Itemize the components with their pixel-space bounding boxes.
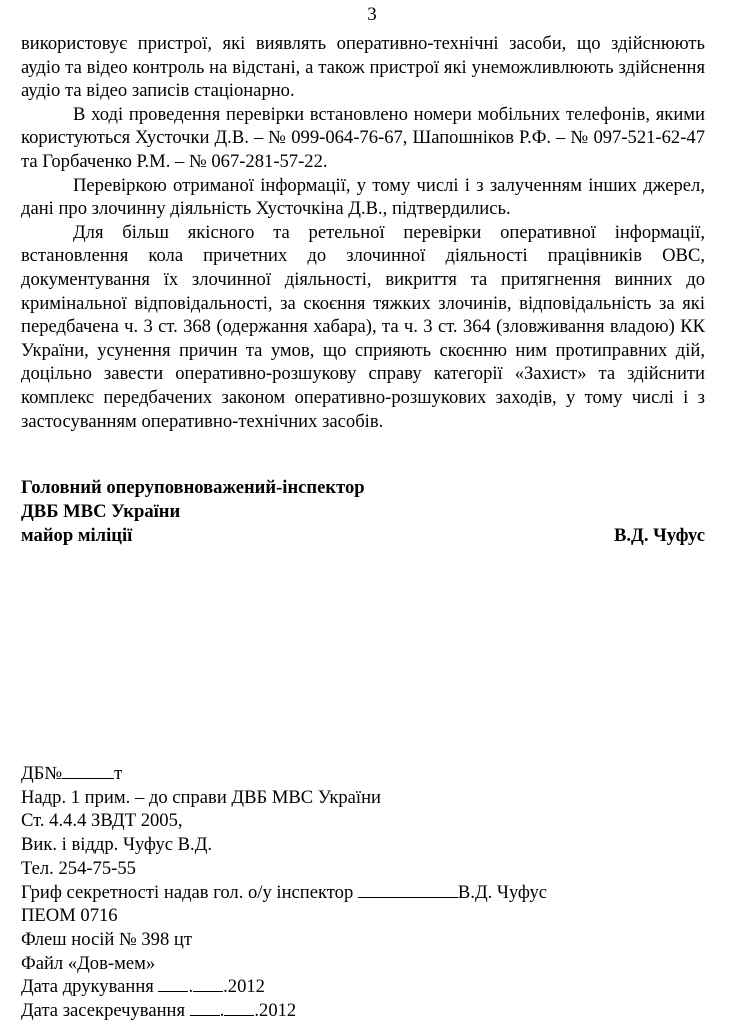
signature-position-line1: Головний оперуповноважений-інспектор bbox=[21, 477, 365, 498]
signature-rank-row bbox=[21, 524, 705, 548]
secrecy-name: В.Д. Чуфус bbox=[457, 881, 547, 903]
db-number-blank bbox=[62, 764, 114, 779]
signature-block bbox=[21, 476, 705, 548]
secrecy-line bbox=[21, 881, 721, 905]
secrecy-signature-blank bbox=[358, 883, 458, 898]
print-date-month-blank bbox=[193, 977, 223, 992]
document-body bbox=[21, 32, 705, 433]
secret-date-line bbox=[21, 999, 721, 1023]
secret-date-sep: . bbox=[219, 1000, 225, 1022]
article-line: Ст. 4.4.4 ЗВДТ 2005, bbox=[21, 810, 183, 832]
printed-copies-line: Надр. 1 прим. – до справи ДВБ МВС України bbox=[21, 786, 381, 808]
pc-line: ПЕОМ 0716 bbox=[21, 905, 118, 927]
secrecy-prefix: Гриф секретності надав гол. о/у інспектор bbox=[21, 881, 354, 903]
signature-position-line2: ДВБ МВС України bbox=[21, 501, 181, 522]
paragraph-continuation: використовує пристрої, які виявлять оперативно-технічні засоби, що здійснюють аудіо та відео контроль на відстані, а також пристрої які унеможливлюють здійснення аудіо та відео записів стаціонарно. bbox=[21, 33, 705, 102]
db-prefix: ДБ№ bbox=[21, 763, 63, 784]
phone-line: Тел. 254-75-55 bbox=[21, 857, 136, 879]
db-suffix: т bbox=[114, 763, 123, 784]
print-date-line bbox=[21, 975, 721, 999]
print-date-sep: . bbox=[188, 976, 194, 998]
paragraph-conclusion: Для більш якісного та ретельної перевірки оперативної інформації, встановлення кола причетних до злочинної діяльності працівників ОВС, документування їх злочинної діяльності, викриття та притягнення винних до кримінальної відповідальності, за скоєння тяжких злочинів, відповідальність за які передбачена ч. 3 ст. 368 (одержання хабара), та ч. 3 ст. 364 (зловживання владою) КК України, усунення причин та умов, що сприяють скоєнню ним протиправних дій, доцільно завести оперативно-розшукову справу категорії «Захист» та здійснити комплекс передбачених законом оперативно-розшукових заходів, у тому числі і з застосуванням оперативно-технічних засобів. bbox=[21, 221, 705, 432]
document-footer bbox=[21, 762, 721, 1023]
secret-date-day-blank bbox=[190, 1001, 220, 1016]
db-number-line bbox=[21, 762, 721, 786]
file-line: Файл «Дов-мем» bbox=[21, 952, 156, 974]
print-date-label: Дата друкування bbox=[21, 976, 154, 998]
signature-name: В.Д. Чуфус bbox=[614, 525, 705, 546]
signature-rank: майор міліції bbox=[21, 525, 133, 546]
secret-date-month-blank bbox=[224, 1001, 254, 1016]
paragraph-verification: Перевіркою отриманої інформації, у тому числі і з залученням інших джерел, дані про злочинну діяльність Хусточкіна Д.В., підтвердились. bbox=[21, 174, 705, 220]
flash-line: Флеш носій № 398 цт bbox=[21, 928, 192, 950]
secret-date-year: .2012 bbox=[254, 1000, 297, 1022]
paragraph-phone-numbers: В ході проведення перевірки встановлено номери мобільних телефонів, якими користуються Хусточки Д.В. – № 099-064-76-67, Шапошніков Р.Ф. – № 097-521-62-47 та Горбаченко Р.М. – № 067-281-57-22. bbox=[21, 103, 705, 172]
print-date-day-blank bbox=[158, 977, 188, 992]
executor-line: Вик. і віддр. Чуфус В.Д. bbox=[21, 834, 213, 856]
print-date-year: .2012 bbox=[223, 976, 265, 998]
page-number: 3 bbox=[367, 4, 377, 25]
secret-date-label: Дата засекречування bbox=[21, 1000, 186, 1022]
